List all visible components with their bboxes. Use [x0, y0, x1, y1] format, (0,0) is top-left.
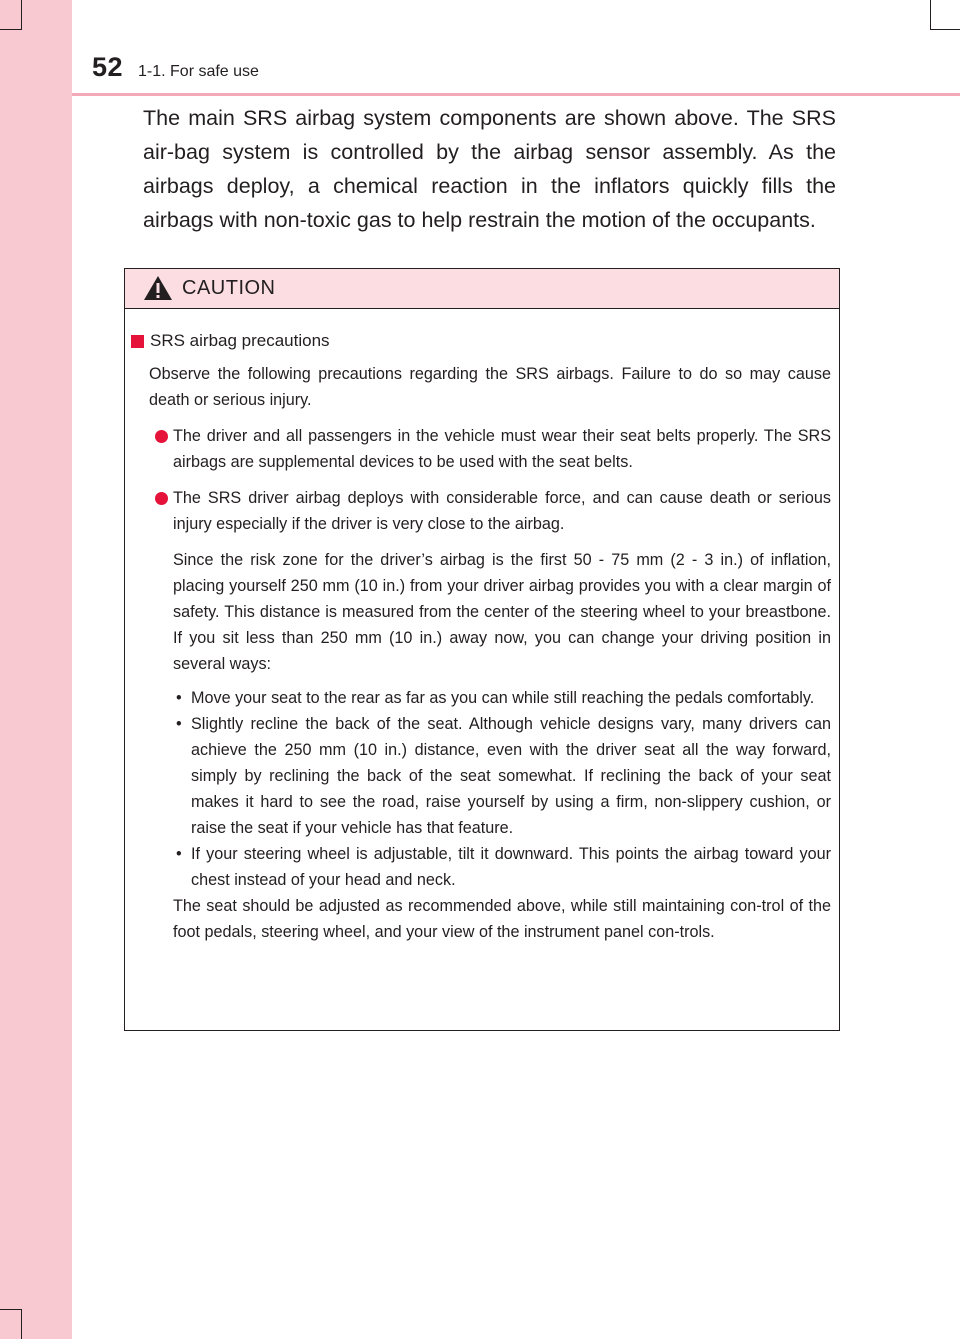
intro-paragraph: The main SRS airbag system components are shown above. The SRS air-bag system is controlled by the airbag sensor assembly. As the airbags deploy, a chemical reaction in the inflators quickly fills the airbags with non-toxic gas to help restrain the motion of the occupants.	[143, 106, 836, 232]
caution-point-text: The driver and all passengers in the vehicle must wear their seat belts properly. The SRS airbags are supplemental devices to be used with the seat belts.	[173, 427, 831, 471]
list-item: • Move your seat to the rear as far as you can while still reaching the pedals comfortably.	[173, 685, 831, 711]
list-item: • Slightly recline the back of the seat. Although vehicle designs vary, many drivers can achieve the 250 mm (10 in.) distance, even with the driver seat all the way forward, simply by reclining the back of the seat somewhat. If reclining the back of your seat makes it hard to see the road, raise yourself by using a firm, non-slippery cushion, or raise the seat if your vehicle has that feature.	[173, 711, 831, 841]
circle-bullet-icon	[155, 492, 168, 505]
warning-triangle-icon	[143, 275, 173, 301]
caution-label: CAUTION	[182, 277, 276, 299]
crop-mark	[0, 29, 22, 30]
crop-mark	[0, 1309, 22, 1310]
closing-paragraph: The seat should be adjusted as recommended above, while still maintaining con-trol of the foot pedals, steering wheel, and your view of the instrument panel con-trols.	[173, 897, 831, 941]
caution-point-text: The SRS driver airbag deploys with considerable force, and can cause death or serious injury especially if the driver is very close to the airbag.	[173, 489, 831, 533]
section-title: 1-1. For safe use	[138, 63, 259, 80]
caution-header	[125, 269, 839, 309]
caution-point	[131, 485, 831, 537]
square-bullet-icon	[131, 335, 144, 348]
list-item: • If your steering wheel is adjustable, tilt it downward. This points the airbag toward your chest instead of your head and neck.	[173, 841, 831, 893]
crop-mark	[21, 1309, 22, 1339]
caution-heading-text: SRS airbag precautions	[150, 331, 330, 350]
crop-mark	[21, 0, 22, 30]
risk-zone-paragraph: Since the risk zone for the driver’s airbag is the first 50 - 75 mm (2 - 3 in.) of inflation, placing yourself 250 mm (10 in.) from your driver airbag provides you with a clear margin of safety. This distance is measured from the center of the steering wheel to your breastbone. If you sit less than 250 mm (10 in.) away now, you can change your driving position in several ways:	[173, 551, 831, 673]
circle-bullet-icon	[155, 430, 168, 443]
caution-lead: Observe the following precautions regarding the SRS airbags. Failure to do so may cause death or serious injury.	[149, 365, 831, 409]
header-rule	[72, 93, 960, 96]
caution-point	[131, 423, 831, 475]
crop-mark	[930, 0, 931, 30]
page-number: 52	[92, 52, 124, 82]
caution-box	[124, 268, 840, 1031]
caution-subheading	[131, 328, 831, 354]
crop-mark	[930, 29, 960, 30]
caution-body	[125, 309, 839, 945]
side-band	[0, 0, 72, 1339]
driving-position-list	[173, 685, 831, 893]
